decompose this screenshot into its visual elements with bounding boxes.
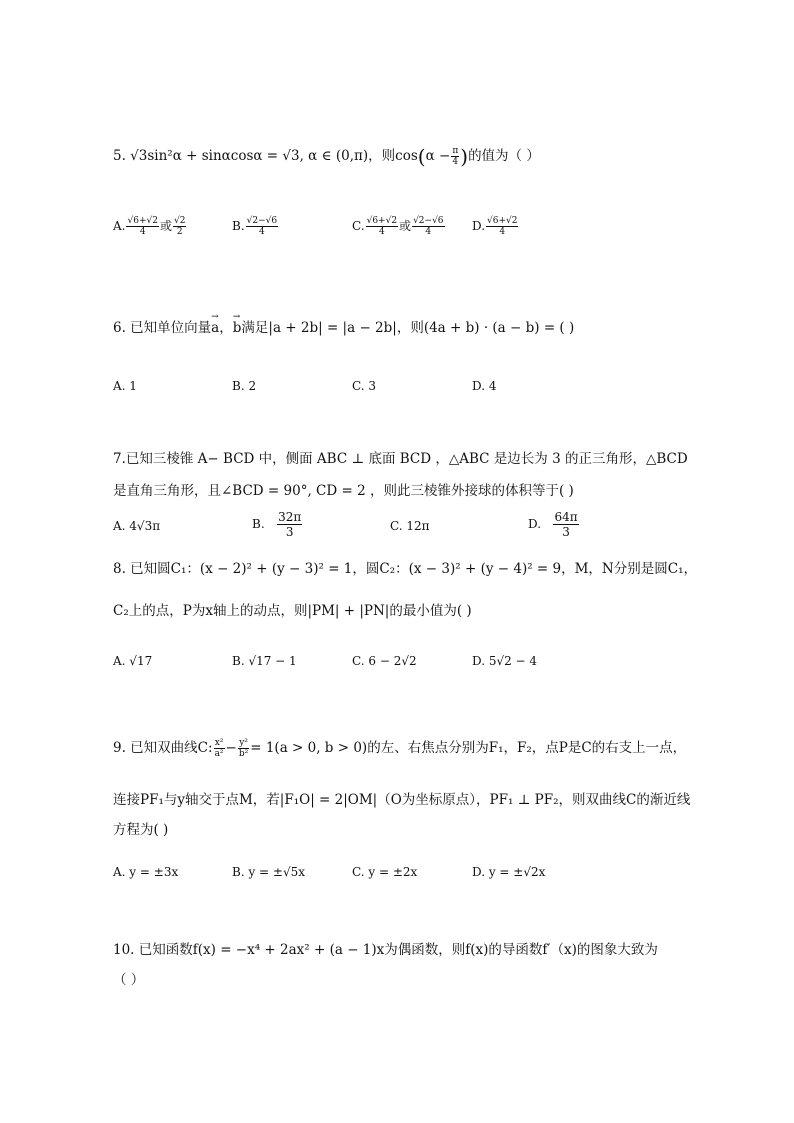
q9-line-2: 连接PF₁与y轴交于点M，若|F₁O| = 2|OM|（O为坐标原点），PF₁ ⊥ PF₂，则双曲线C的渐近线 — [113, 792, 691, 808]
q5-a-or: 或 — [159, 219, 172, 233]
q9-frac-x-num: x² — [214, 738, 224, 748]
q7-option-b[interactable] — [252, 510, 303, 539]
q6-vector-a: → a — [211, 318, 219, 338]
q5-c-num1: √6+√2 — [366, 216, 398, 226]
q5-d-num: √6+√2 — [487, 216, 518, 226]
q9-frac-y — [238, 738, 249, 759]
q5-option-c-frac1 — [366, 216, 398, 237]
q5-a-num2: √2 — [173, 216, 186, 226]
q8-option-d[interactable]: D. 5√2 − 4 — [472, 654, 538, 668]
q5-d-den: 4 — [499, 227, 506, 237]
q7-option-a[interactable]: A. 4√3π — [113, 519, 161, 533]
q9-stem-pre: 9. 已知双曲线C: — [113, 740, 213, 756]
q6-expression: (4a + b) · (a − b) = ( ) — [423, 320, 575, 336]
q7-option-b-frac — [277, 510, 302, 539]
q5-option-d-frac — [486, 216, 518, 237]
q5-paren-open: ( — [417, 144, 426, 169]
q5-b-num: √2−√6 — [246, 216, 278, 226]
q6-comma: ， — [219, 320, 233, 336]
q10-line-2: （ ） — [113, 972, 145, 988]
q9-frac-x-den: a² — [214, 749, 224, 759]
q9-option-c[interactable]: C. y = ±2x — [352, 865, 418, 879]
q7-b-den: 3 — [285, 525, 294, 539]
q6-condition: 满足|a + 2b| = |a − 2b|，则 — [241, 320, 424, 336]
q5-c-num2: √2−√6 — [413, 216, 444, 226]
q5-option-a-frac1 — [126, 216, 158, 237]
q5-frac-pi4-den: 4 — [452, 157, 459, 167]
q7-d-num: 64π — [554, 510, 578, 524]
q5-c-den2: 4 — [425, 227, 432, 237]
q5-a-den1: 4 — [139, 227, 146, 237]
q6-option-d[interactable]: D. 4 — [472, 379, 497, 393]
q8-option-c[interactable]: C. 6 − 2√2 — [352, 654, 417, 668]
q5-option-c-label: C. — [352, 219, 365, 233]
q5-option-a-label: A. — [113, 219, 126, 233]
q10-line-1: 10. 已知函数f(x) = −x⁴ + 2ax² + (a − 1)x为偶函数，则f(x)的导函数f′（x)的图象大致为 — [113, 942, 658, 958]
q7-line-2: 是直角三角形，且∠BCD = 90°, CD = 2 ，则此三棱锥外接球的体积等于( ) — [113, 483, 574, 499]
q7-option-d-label: D. — [528, 517, 542, 531]
q5-option-a-frac2 — [173, 216, 186, 237]
q8-line-1: 8. 已知圆C₁：(x − 2)² + (y − 3)² = 1，圆C₂：(x − 3)² + (y − 4)² = 9，M，N分别是圆C₁， — [113, 561, 697, 577]
q9-option-d[interactable]: D. y = ±√2x — [472, 865, 546, 879]
q6-option-c[interactable]: C. 3 — [352, 379, 377, 393]
q6-option-b[interactable]: B. 2 — [232, 379, 257, 393]
q9-frac-y-num: y² — [239, 738, 248, 748]
q9-option-a[interactable]: A. y = ±3x — [113, 865, 179, 879]
q5-frac-pi4 — [451, 146, 459, 167]
q5-c-den1: 4 — [378, 227, 385, 237]
q7-line-1: 7.已知三棱锥 A− BCD 中，侧面 ABC ⊥ 底面 BCD ，△ABC 是边长为 3 的正三角形，△BCD — [113, 451, 688, 467]
q5-option-d-label: D. — [472, 219, 486, 233]
q5-option-a[interactable] — [113, 216, 187, 237]
q7-option-d[interactable] — [528, 510, 580, 539]
q5-option-c-frac2 — [412, 216, 444, 237]
q5-stem-tail: 的值为（ ） — [468, 148, 540, 164]
q5-b-den: 4 — [259, 227, 265, 237]
q6-option-a[interactable]: A. 1 — [113, 379, 137, 393]
q7-option-d-frac — [553, 510, 578, 539]
q8-line-2: C₂上的点，P为x轴上的动点，则|PM| + |PN|的最小值为( ) — [113, 603, 472, 619]
q5-stem — [113, 146, 540, 167]
q9-option-b[interactable]: B. y = ±√5x — [232, 865, 306, 879]
q6-vector-b: → b — [233, 318, 242, 338]
q5-option-b-label: B. — [232, 219, 245, 233]
q6-stem — [113, 318, 574, 338]
q5-option-c[interactable] — [352, 216, 446, 237]
q7-d-den: 3 — [562, 525, 570, 539]
q9-frac-x — [214, 738, 225, 759]
q9-stem-line-1 — [113, 738, 686, 759]
q5-option-d[interactable] — [472, 216, 519, 237]
q7-b-num: 32π — [278, 510, 302, 524]
q5-a-num1: √6+√2 — [127, 216, 158, 226]
q8-option-b[interactable]: B. √17 − 1 — [232, 654, 297, 668]
q5-c-or: 或 — [399, 219, 412, 233]
q9-frac-y-den: b² — [238, 749, 249, 759]
q5-option-b[interactable] — [232, 216, 279, 237]
q5-stem-mid: α − — [425, 148, 451, 164]
q5-a-den2: 2 — [176, 227, 183, 237]
q7-option-b-label: B. — [252, 517, 265, 531]
q5-paren-close: ) — [460, 144, 469, 169]
q6-stem-pre: 6. 已知单位向量 — [113, 320, 212, 336]
q9-line-3: 方程为( ) — [113, 822, 169, 838]
q5-frac-pi4-num: π — [452, 146, 459, 156]
q8-option-a[interactable]: A. √17 — [113, 654, 153, 668]
q9-minus: − — [225, 740, 237, 756]
q5-stem-text: 5. √3sin²α + sinαcosα = √3, α ∈ (0,π)，则cos — [113, 148, 418, 164]
q5-option-b-frac — [246, 216, 278, 237]
q9-stem-tail: = 1(a > 0, b > 0)的左、右焦点分别为F₁，F₂，点P是C的右支上一点， — [250, 740, 687, 756]
q7-option-c[interactable]: C. 12π — [390, 519, 430, 533]
